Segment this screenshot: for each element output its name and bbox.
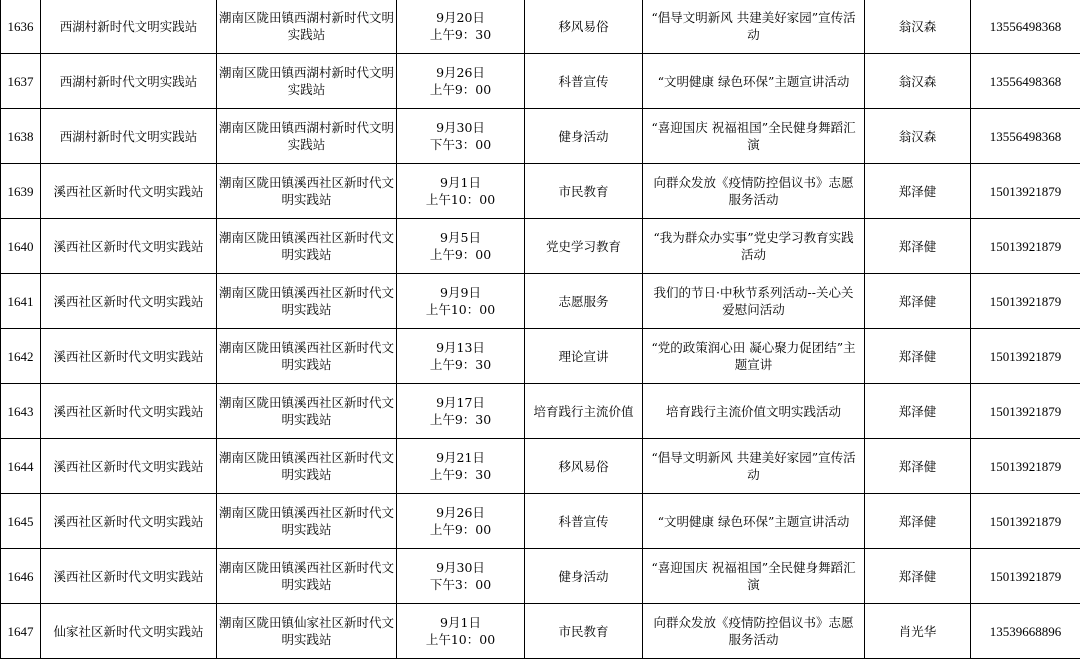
date-text: 9月30日 bbox=[436, 560, 485, 575]
row-number-cell: 1643 bbox=[1, 384, 41, 439]
datetime-cell bbox=[397, 604, 525, 659]
row-number-cell: 1642 bbox=[1, 329, 41, 384]
row-number-cell: 1638 bbox=[1, 109, 41, 164]
table-row bbox=[1, 494, 1080, 549]
phone-cell: 13539668896 bbox=[971, 604, 1080, 659]
station-name-cell: 仙家社区新时代文明实践站 bbox=[41, 604, 217, 659]
activity-cell: 我们的节日·中秋节系列活动--关心关爱慰问活动 bbox=[643, 274, 865, 329]
address-cell: 潮南区陇田镇溪西社区新时代文明实践站 bbox=[217, 164, 397, 219]
contact-person-cell: 翁汉森 bbox=[865, 0, 971, 54]
date-text: 9月9日 bbox=[440, 285, 481, 300]
contact-person-cell: 翁汉森 bbox=[865, 109, 971, 164]
phone-cell: 13556498368 bbox=[971, 54, 1080, 109]
phone-cell: 15013921879 bbox=[971, 494, 1080, 549]
activity-cell: “喜迎国庆 祝福祖国”全民健身舞蹈汇演 bbox=[643, 109, 865, 164]
contact-person-cell: 郑泽健 bbox=[865, 164, 971, 219]
address-cell: 潮南区陇田镇溪西社区新时代文明实践站 bbox=[217, 494, 397, 549]
phone-cell: 13556498368 bbox=[971, 0, 1080, 54]
datetime-cell bbox=[397, 164, 525, 219]
time-text: 下午3：00 bbox=[429, 577, 492, 592]
time-text: 上午9：30 bbox=[429, 412, 492, 427]
date-text: 9月17日 bbox=[436, 395, 485, 410]
address-cell: 潮南区陇田镇溪西社区新时代文明实践站 bbox=[217, 329, 397, 384]
category-cell: 市民教育 bbox=[525, 164, 643, 219]
table-row bbox=[1, 109, 1080, 164]
date-text: 9月30日 bbox=[436, 120, 485, 135]
time-text: 上午9：00 bbox=[429, 82, 492, 97]
datetime-cell bbox=[397, 549, 525, 604]
table-row bbox=[1, 219, 1080, 274]
row-number-cell: 1646 bbox=[1, 549, 41, 604]
activity-cell: 向群众发放《疫情防控倡议书》志愿服务活动 bbox=[643, 604, 865, 659]
datetime-cell bbox=[397, 329, 525, 384]
time-text: 上午10：00 bbox=[425, 192, 496, 207]
activity-cell: 培育践行主流价值文明实践活动 bbox=[643, 384, 865, 439]
activity-cell: “喜迎国庆 祝福祖国”全民健身舞蹈汇演 bbox=[643, 549, 865, 604]
category-cell: 科普宣传 bbox=[525, 494, 643, 549]
station-name-cell: 溪西社区新时代文明实践站 bbox=[41, 219, 217, 274]
contact-person-cell: 郑泽健 bbox=[865, 494, 971, 549]
table-row bbox=[1, 439, 1080, 494]
activity-cell: “文明健康 绿色环保”主题宣讲活动 bbox=[643, 54, 865, 109]
time-text: 上午9：30 bbox=[429, 467, 492, 482]
date-text: 9月21日 bbox=[436, 450, 485, 465]
category-cell: 培育践行主流价值 bbox=[525, 384, 643, 439]
datetime-cell bbox=[397, 494, 525, 549]
row-number-cell: 1636 bbox=[1, 0, 41, 54]
row-number-cell: 1645 bbox=[1, 494, 41, 549]
table-row bbox=[1, 329, 1080, 384]
category-cell: 市民教育 bbox=[525, 604, 643, 659]
contact-person-cell: 肖光华 bbox=[865, 604, 971, 659]
station-name-cell: 西湖村新时代文明实践站 bbox=[41, 109, 217, 164]
station-name-cell: 溪西社区新时代文明实践站 bbox=[41, 439, 217, 494]
category-cell: 健身活动 bbox=[525, 109, 643, 164]
row-number-cell: 1641 bbox=[1, 274, 41, 329]
phone-cell: 15013921879 bbox=[971, 549, 1080, 604]
phone-cell: 15013921879 bbox=[971, 219, 1080, 274]
station-name-cell: 西湖村新时代文明实践站 bbox=[41, 0, 217, 54]
time-text: 下午3：00 bbox=[429, 137, 492, 152]
contact-person-cell: 郑泽健 bbox=[865, 384, 971, 439]
row-number-cell: 1644 bbox=[1, 439, 41, 494]
time-text: 上午9：00 bbox=[429, 522, 492, 537]
category-cell: 移风易俗 bbox=[525, 0, 643, 54]
phone-cell: 15013921879 bbox=[971, 439, 1080, 494]
station-name-cell: 溪西社区新时代文明实践站 bbox=[41, 164, 217, 219]
address-cell: 潮南区陇田镇西湖村新时代文明实践站 bbox=[217, 54, 397, 109]
address-cell: 潮南区陇田镇溪西社区新时代文明实践站 bbox=[217, 219, 397, 274]
time-text: 上午9：30 bbox=[429, 27, 492, 42]
station-name-cell: 西湖村新时代文明实践站 bbox=[41, 54, 217, 109]
datetime-cell bbox=[397, 384, 525, 439]
address-cell: 潮南区陇田镇溪西社区新时代文明实践站 bbox=[217, 549, 397, 604]
contact-person-cell: 郑泽健 bbox=[865, 549, 971, 604]
station-name-cell: 溪西社区新时代文明实践站 bbox=[41, 494, 217, 549]
table-row bbox=[1, 549, 1080, 604]
date-text: 9月5日 bbox=[440, 230, 481, 245]
contact-person-cell: 郑泽健 bbox=[865, 439, 971, 494]
table-row bbox=[1, 274, 1080, 329]
date-text: 9月26日 bbox=[436, 505, 485, 520]
table-row bbox=[1, 384, 1080, 439]
table-row bbox=[1, 604, 1080, 659]
datetime-cell bbox=[397, 0, 525, 54]
contact-person-cell: 翁汉森 bbox=[865, 54, 971, 109]
address-cell: 潮南区陇田镇溪西社区新时代文明实践站 bbox=[217, 274, 397, 329]
contact-person-cell: 郑泽健 bbox=[865, 274, 971, 329]
contact-person-cell: 郑泽健 bbox=[865, 219, 971, 274]
row-number-cell: 1637 bbox=[1, 54, 41, 109]
station-name-cell: 溪西社区新时代文明实践站 bbox=[41, 384, 217, 439]
address-cell: 潮南区陇田镇西湖村新时代文明实践站 bbox=[217, 0, 397, 54]
date-text: 9月1日 bbox=[440, 175, 481, 190]
date-text: 9月13日 bbox=[436, 340, 485, 355]
category-cell: 科普宣传 bbox=[525, 54, 643, 109]
station-name-cell: 溪西社区新时代文明实践站 bbox=[41, 329, 217, 384]
datetime-cell bbox=[397, 54, 525, 109]
station-name-cell: 溪西社区新时代文明实践站 bbox=[41, 549, 217, 604]
datetime-cell bbox=[397, 109, 525, 164]
datetime-cell bbox=[397, 439, 525, 494]
table-row bbox=[1, 164, 1080, 219]
time-text: 上午10：00 bbox=[425, 302, 496, 317]
address-cell: 潮南区陇田镇仙家社区新时代文明实践站 bbox=[217, 604, 397, 659]
row-number-cell: 1640 bbox=[1, 219, 41, 274]
phone-cell: 15013921879 bbox=[971, 329, 1080, 384]
date-text: 9月20日 bbox=[436, 10, 485, 25]
phone-cell: 15013921879 bbox=[971, 274, 1080, 329]
phone-cell: 15013921879 bbox=[971, 384, 1080, 439]
station-name-cell: 溪西社区新时代文明实践站 bbox=[41, 274, 217, 329]
address-cell: 潮南区陇田镇西湖村新时代文明实践站 bbox=[217, 109, 397, 164]
category-cell: 理论宣讲 bbox=[525, 329, 643, 384]
time-text: 上午10：00 bbox=[425, 632, 496, 647]
datetime-cell bbox=[397, 274, 525, 329]
date-text: 9月26日 bbox=[436, 65, 485, 80]
activity-cell: “党的政策润心田 凝心聚力促团结”主题宣讲 bbox=[643, 329, 865, 384]
time-text: 上午9：30 bbox=[429, 357, 492, 372]
phone-cell: 13556498368 bbox=[971, 109, 1080, 164]
row-number-cell: 1639 bbox=[1, 164, 41, 219]
row-number-cell: 1647 bbox=[1, 604, 41, 659]
category-cell: 党史学习教育 bbox=[525, 219, 643, 274]
address-cell: 潮南区陇田镇溪西社区新时代文明实践站 bbox=[217, 439, 397, 494]
table-row bbox=[1, 54, 1080, 109]
contact-person-cell: 郑泽健 bbox=[865, 329, 971, 384]
activity-cell: 向群众发放《疫情防控倡议书》志愿服务活动 bbox=[643, 164, 865, 219]
address-cell: 潮南区陇田镇溪西社区新时代文明实践站 bbox=[217, 384, 397, 439]
activity-cell: “我为群众办实事”党史学习教育实践活动 bbox=[643, 219, 865, 274]
activity-cell: “文明健康 绿色环保”主题宣讲活动 bbox=[643, 494, 865, 549]
table-row bbox=[1, 0, 1080, 54]
date-text: 9月1日 bbox=[440, 615, 481, 630]
activity-cell: “倡导文明新风 共建美好家园”宣传活动 bbox=[643, 0, 865, 54]
phone-cell: 15013921879 bbox=[971, 164, 1080, 219]
category-cell: 志愿服务 bbox=[525, 274, 643, 329]
time-text: 上午9：00 bbox=[429, 247, 492, 262]
datetime-cell bbox=[397, 219, 525, 274]
table-body bbox=[1, 0, 1080, 659]
category-cell: 移风易俗 bbox=[525, 439, 643, 494]
activity-cell: “倡导文明新风 共建美好家园”宣传活动 bbox=[643, 439, 865, 494]
category-cell: 健身活动 bbox=[525, 549, 643, 604]
